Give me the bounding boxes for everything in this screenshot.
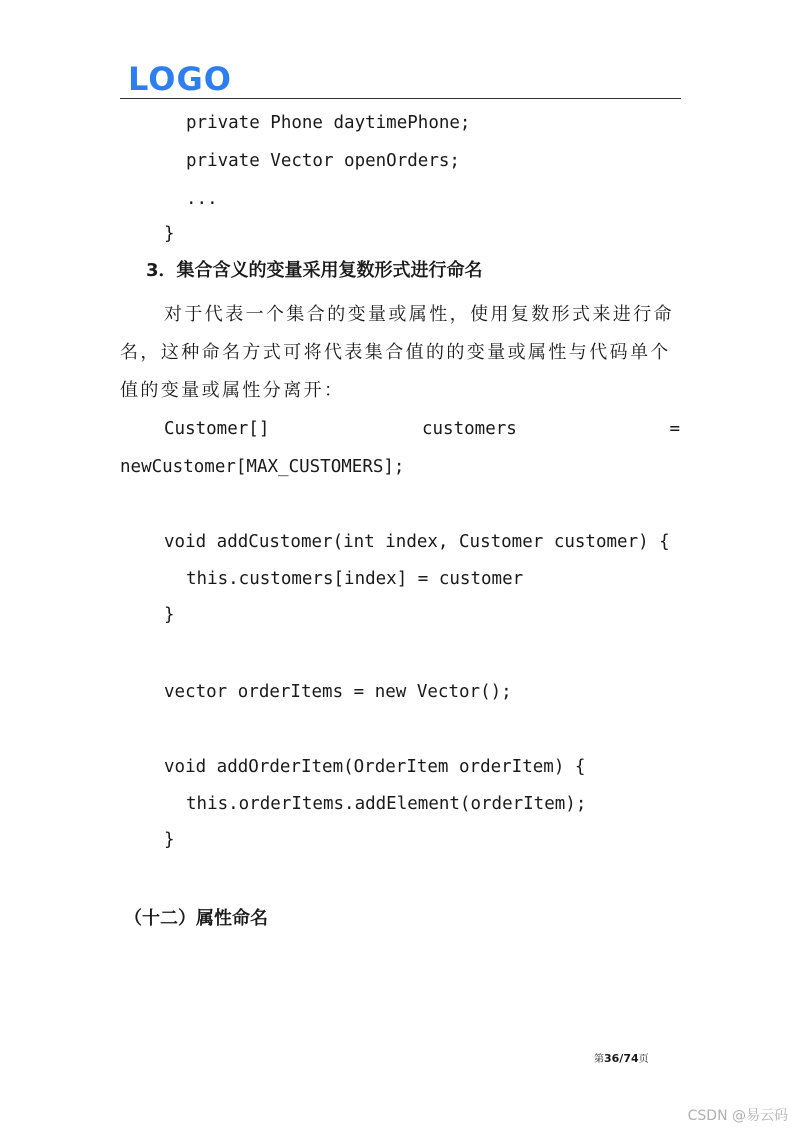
page-prefix: 第	[594, 1054, 604, 1065]
code-line: }	[164, 830, 175, 850]
code-line: ...	[186, 189, 218, 209]
body-paragraph: 对于代表一个集合的变量或属性，使用复数形式来进行命名，这种命名方式可将代表集合值的的变量或属性与代码单个值的变量或属性分离开：	[120, 304, 674, 401]
code-line: private Phone daytimePhone;	[186, 113, 471, 133]
code-line: vector orderItems = new Vector();	[164, 682, 512, 702]
decl-name: customers	[421, 419, 517, 439]
decl-type: Customer[]	[164, 419, 270, 439]
logo: LOGO	[128, 60, 232, 98]
code-line: }	[164, 224, 175, 244]
code-line: }	[164, 605, 175, 625]
declaration-line	[164, 417, 680, 441]
code-line: this.orderItems.addElement(orderItem);	[186, 794, 587, 814]
page-number	[594, 1050, 649, 1065]
header-rule	[120, 98, 681, 99]
watermark: CSDN @易云码	[687, 1108, 788, 1124]
section-heading: 3．集合含义的变量采用复数形式进行命名	[146, 260, 483, 281]
page-suffix: 页	[638, 1054, 649, 1065]
page-count: 36/74	[604, 1052, 639, 1065]
code-line: void addCustomer(int index, Customer customer) {	[164, 532, 670, 552]
code-line: void addOrderItem(OrderItem orderItem) {	[164, 757, 586, 777]
code-line: newCustomer[MAX_CUSTOMERS];	[120, 457, 405, 477]
code-line: private Vector openOrders;	[186, 151, 460, 171]
decl-equals: =	[669, 419, 680, 439]
code-line: this.customers[index] = customer	[186, 569, 524, 589]
section-heading: （十二）属性命名	[124, 908, 268, 929]
